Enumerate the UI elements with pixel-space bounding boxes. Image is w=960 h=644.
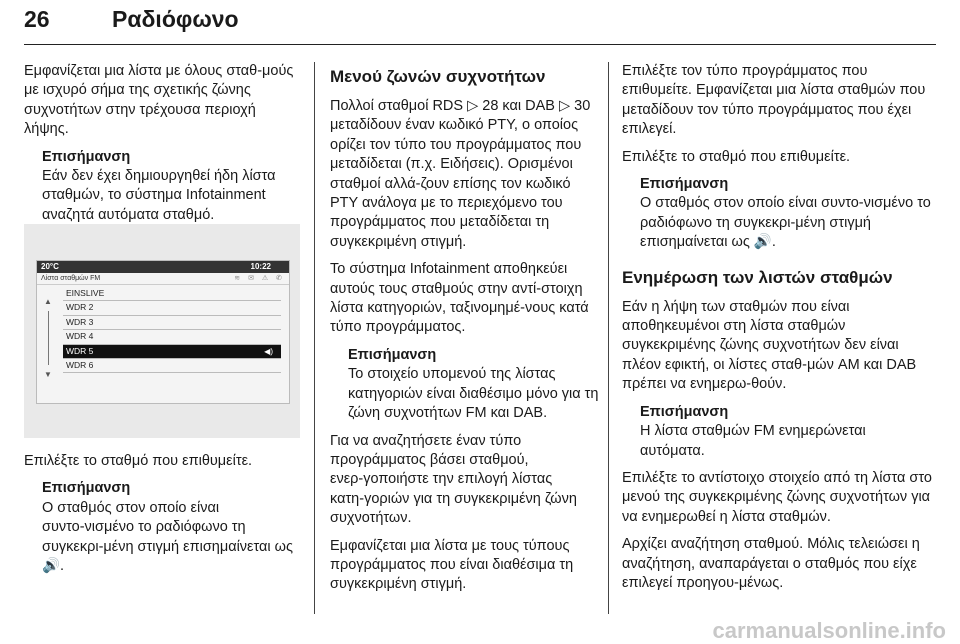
column-3 [622,62,934,601]
station-item[interactable]: EINSLIVE [63,287,281,301]
status-bar [37,261,289,273]
note-box [42,148,300,226]
paragraph: Εμφανίζεται μια λίστα με τους τύπους προγράμματος που είναι διαθέσιμα τη συγκεκριμένη στιγμή. [330,537,574,593]
paragraph: Επιλέξτε το σταθμό που επιθυμείτε. [622,148,851,165]
paragraph: Αρχίζει αναζήτηση σταθμού. Μόλις τελειώσει η αναζήτηση, αναπαράγεται ο σταθμός που είχε επιλεγεί προηγου‑μένως. [622,536,920,591]
select-instruction: Επιλέξτε το σταθμό που επιθυμείτε. [24,453,253,469]
note-text: Ο σταθμός στον οποίο είναι συντο‑νισμένο το ραδιόφωνο τη συγκεκρι‑μένη στιγμή επισημαίνεται ως 🔊. [640,195,931,251]
paragraph: Επιλέξτε τον τύπο προγράμματος που επιθυμείτε. Εμφανίζεται μια λίστα σταθμών που μεταδίδουν τον τύπο προγράμματος που έχει επιλεγεί. [622,63,926,138]
page-title: Ραδιόφωνο [112,6,239,32]
note-title: Επισήμανση [640,403,729,420]
paragraph: Το σύστημα Infotainment αποθηκεύει αυτούς τους σταθμούς στην αντί‑στοιχη λίστα κατηγοριών, ταξινομημέ‑νους κατά τύπο προγράμματος. [330,261,589,336]
note-title: Επισήμανση [640,176,729,193]
section-heading: Μενού ζωνών συχνοτήτων [330,67,546,86]
speaker-icon: ◀) [264,346,273,356]
station-list [63,287,281,373]
paragraph: Εάν η λήψη των σταθμών που είναι αποθηκευμένοι στη λίστα σταθμών συγκεκριμένης ζώνης συχνοτήτων δεν είναι πλέον εφικτή, οι λίστες σταθ‑μών AM και DAB πρέπει να ενημερω‑θούν. [622,298,917,393]
intro-paragraph: Εμφανίζεται μια λίστα με όλους σταθ‑μούς με ισχυρό σήμα της σχετικής ζώνης συχνοτήτων στην τρέχουσα περιοχή λήψης. [24,63,294,138]
note-box [42,479,300,576]
column-1 [24,62,300,233]
note-title: Επισήμανση [348,346,437,363]
display-screen [36,260,290,404]
list-header-label: Λίστα σταθμών FM [41,275,101,282]
column-divider [314,62,315,614]
note-box [640,175,934,253]
column-2 [330,66,600,603]
scroll-track [48,311,49,365]
page-number: 26 [24,6,50,32]
infotainment-screenshot [24,224,300,438]
note-text: Το στοιχείο υπομενού της λίστας κατηγοριών είναι διαθέσιμο μόνο για τη ζώνη συχνοτήτων FM και DAB. [348,366,599,422]
list-header [37,273,289,285]
note-box [348,346,600,424]
note-title: Επισήμανση [42,480,131,497]
column-1-lower [24,452,300,584]
paragraph: Για να αναζητήσετε έναν τύπο προγράμματος βάσει σταθμού, ενερ‑γοποιήστε την επιλογή λίστας κατη‑γοριών για τη συγκεκριμένη ζώνη συχνοτήτων. [330,432,577,527]
station-item[interactable]: WDR 4 [63,330,281,344]
scroll-up-icon[interactable]: ▲ [44,297,52,306]
section-heading: Ενημέρωση των λιστών σταθμών [622,267,893,287]
note-text: Εάν δεν έχει δημιουργηθεί ήδη λίστα σταθμών, το σύστημα Infotainment αναζητά αυτόματα σταθμό. [42,168,276,223]
header-rule [24,44,936,45]
station-item-selected[interactable]: WDR 5 ◀) [63,345,281,359]
scrollbar[interactable] [43,297,53,379]
note-text: Ο σταθμός στον οποίο είναι συντο‑νισμένο το ραδιόφωνο τη συγκεκρι‑μένη στιγμή επισημαίνεται ως 🔊. [42,499,293,575]
temperature-readout: 20°C [41,262,59,271]
paragraph: Επιλέξτε το αντίστοιχο στοιχείο από τη λίστα στο μενού της συγκεκριμένης ζώνης συχνοτήτων για να ενημερωθεί η λίστα σταθμών. [622,469,932,525]
scroll-down-icon[interactable]: ▼ [44,370,52,379]
watermark: carmanualsonline.info [712,618,946,643]
note-text: Η λίστα σταθμών FM ενημερώνεται αυτόματα. [640,423,866,459]
station-item[interactable]: WDR 6 [63,359,281,373]
status-icons: ≋ ✉ ⚠ ✆ [234,275,285,282]
station-item[interactable]: WDR 2 [63,301,281,315]
note-box [640,403,934,461]
clock-readout: 10:22 [250,262,271,271]
station-item[interactable]: WDR 3 [63,316,281,330]
column-divider [608,62,609,614]
note-title: Επισήμανση [42,148,131,165]
paragraph: Πολλοί σταθμοί RDS ▷ 28 και DAB ▷ 30 μεταδίδουν έναν κωδικό PTY, ο οποίος ορίζει τον τύπο του προγράμματος που μεταδίδεται (π.χ. Ειδήσεις). Ορισμένοι σταθμοί αλλά‑ζουν επίσης τον κωδικό PTY ανάλογα με το περιεχόμενο του προγράμματος που μεταδίδεται τη συγκεκριμένη στιγμή. [330,98,591,250]
